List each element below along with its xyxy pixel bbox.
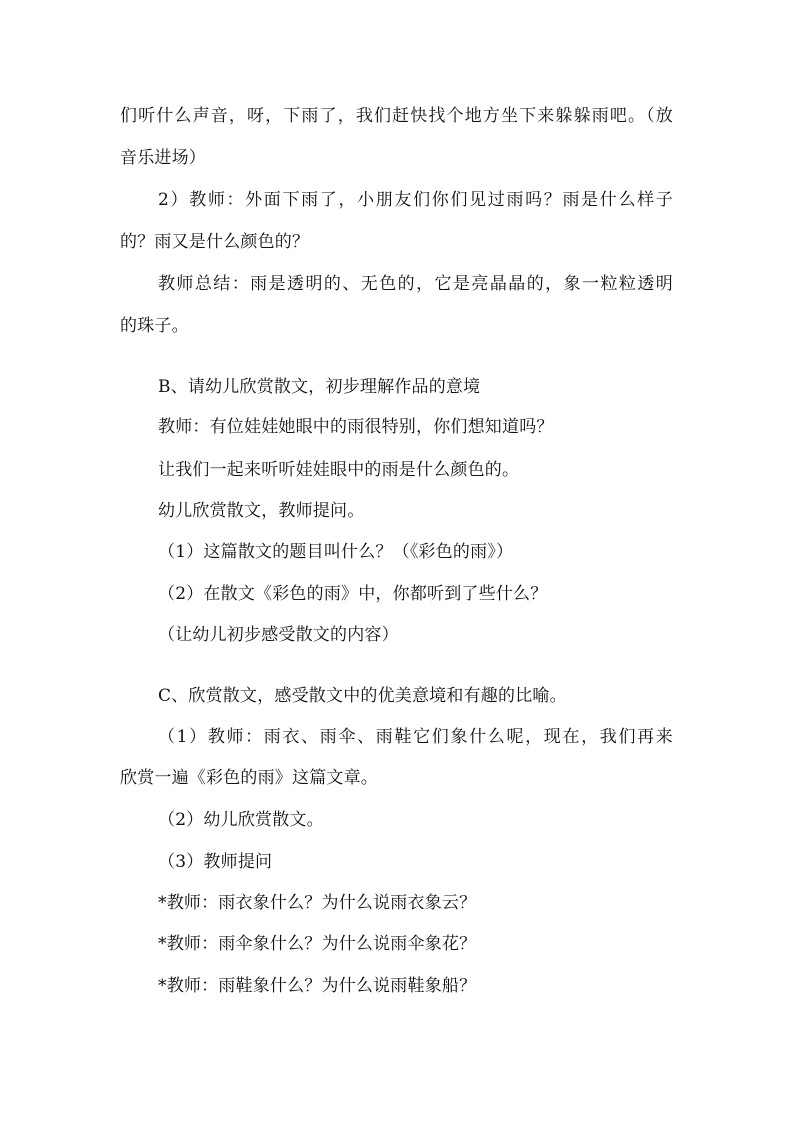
- list-item: *教师：雨伞象什么？为什么说雨伞象花？: [158, 934, 477, 954]
- paragraph-line: 教师：有位娃娃她眼中的雨很特别，你们想知道吗？: [158, 417, 554, 437]
- paragraph-line: 教师总结：雨是透明的、无色的，它是亮晶晶的，象一粒粒透明: [158, 274, 673, 294]
- paragraph-line: 音乐进场）: [120, 148, 206, 168]
- paragraph-line: 让我们一起来听听娃娃眼中的雨是什么颜色的。: [158, 460, 520, 480]
- paragraph-line: （2）幼儿欣赏散文。: [158, 810, 324, 830]
- paragraph-line: （2）在散文《彩色的雨》中，你都听到了些什么？: [158, 584, 548, 604]
- list-item: *教师：雨衣象什么？为什么说雨衣象云？: [158, 893, 477, 913]
- paragraph-line: （让幼儿初步感受散文的内容）: [158, 625, 399, 645]
- paragraph-line: 幼儿欣赏散文，教师提问。: [158, 501, 365, 521]
- paragraph-line: 欣赏一遍《彩色的雨》这篇文章。: [120, 768, 378, 788]
- list-item: *教师：雨鞋象什么？为什么说雨鞋象船？: [158, 976, 477, 996]
- section-heading-c: C、欣赏散文，感受散文中的优美意境和有趣的比喻。: [158, 686, 567, 706]
- paragraph-line: 的？雨又是什么颜色的？: [120, 232, 310, 252]
- section-heading-b: B、请幼儿欣赏散文，初步理解作品的意境: [158, 377, 481, 397]
- paragraph-line: （1）这篇散文的题目叫什么？（《彩色的雨》）: [158, 542, 514, 562]
- paragraph-line: （1）教师：雨衣、雨伞、雨鞋它们象什么呢，现在，我们再来: [158, 727, 673, 747]
- paragraph-line: 2）教师：外面下雨了，小朋友们你们见过雨吗？雨是什么样子: [158, 190, 673, 210]
- paragraph-line: 的珠子。: [120, 316, 189, 336]
- paragraph-line: 们听什么声音，呀，下雨了，我们赶快找个地方坐下来躲躲雨吧。（放: [120, 106, 673, 126]
- paragraph-line: （3）教师提问: [158, 852, 273, 872]
